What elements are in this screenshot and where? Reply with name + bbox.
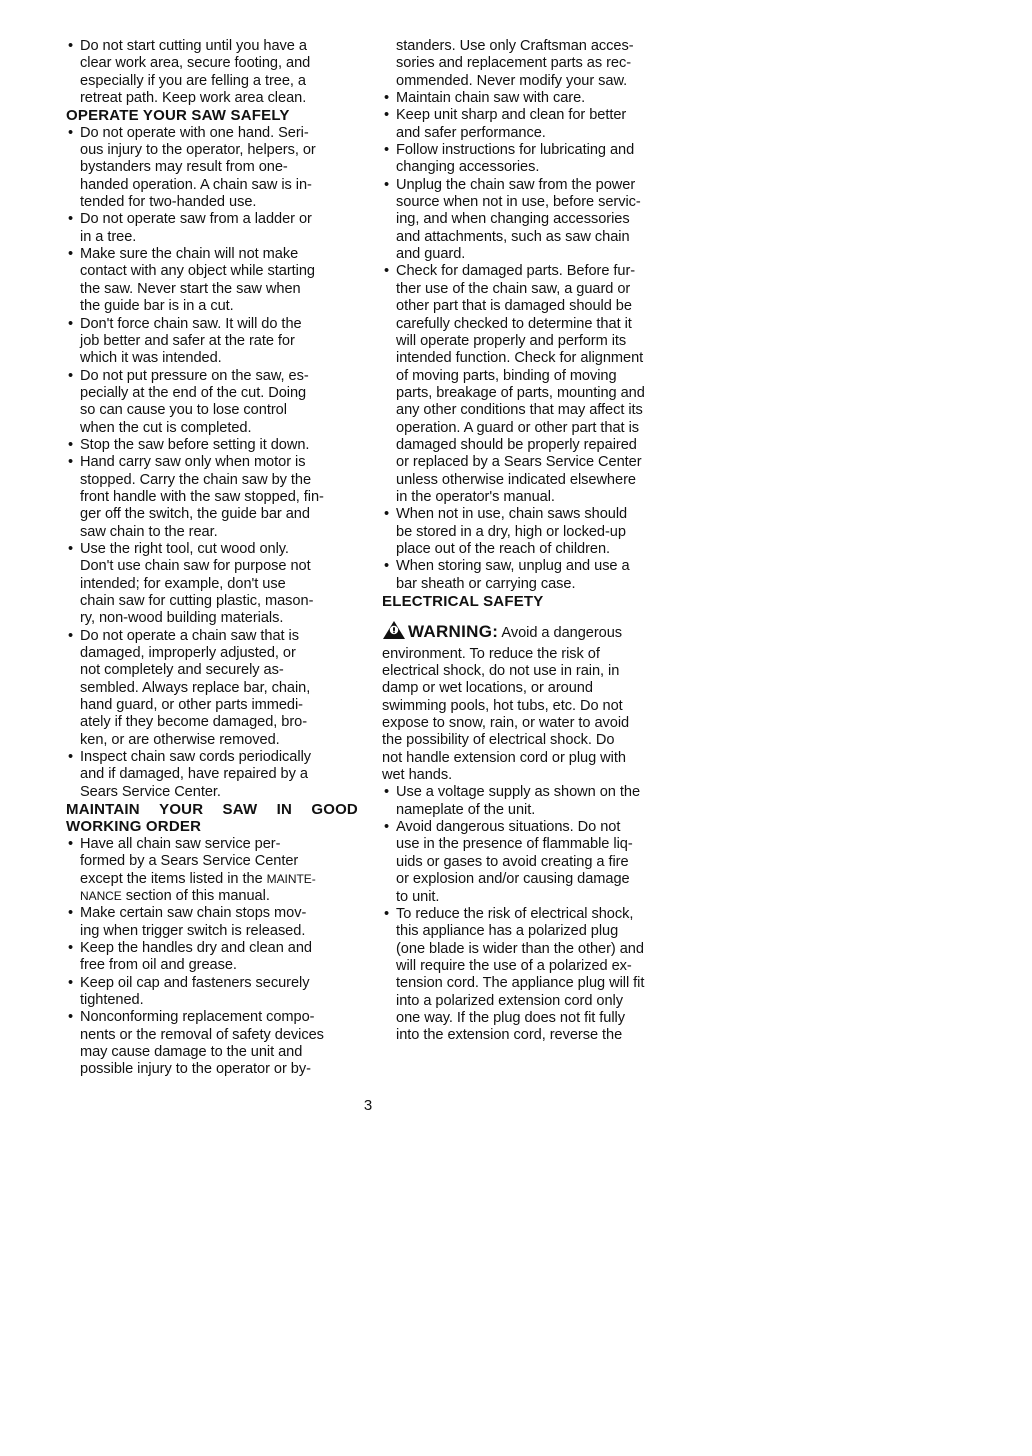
bullet-right-tool: • Use the right tool, cut wood only. Don't use chain saw for purpose not intended; for example, don't use chain saw for cutting plastic, mason- ry, non-wood building materials. xyxy=(66,541,362,628)
bullet-oil-cap: • Keep oil cap and fasteners securely tightened. xyxy=(66,975,362,1010)
heading-electrical-safety: ELECTRICAL SAFETY xyxy=(382,593,544,610)
bullet-hand-carry: • Hand carry saw only when motor is stopped. Carry the chain saw by the front handle with the saw stopped, fin- ger off the switch, the guide bar and saw chain to the rear. xyxy=(66,454,362,541)
bullet-chain-stops: • Make certain saw chain stops mov- ing when trigger switch is released. xyxy=(66,905,362,940)
page-number: 3 xyxy=(363,1097,373,1114)
bullet-damaged-saw: • Do not operate a chain saw that is damaged, improperly adjusted, or not completely and securely as- sembled. Always replace bar, chain, hand guard, or other parts immedi- ately if they become damaged, bro- ken, or are otherwise removed. xyxy=(66,628,362,749)
bullet-keep-sharp: • Keep unit sharp and clean for better and safer performance. xyxy=(382,107,682,142)
bullet-handles-dry: • Keep the handles dry and clean and free from oil and grease. xyxy=(66,940,362,975)
bullet-unplug: • Unplug the chain saw from the power source when not in use, before servic- ing, and when changing accessories and attachments, such as saw chain and guard. xyxy=(382,177,682,264)
warning-block: WARNING: Avoid a dangerous environment. To reduce the risk of electrical shock, do not use in rain, in damp or wet locations, or around swimming pools, hot tubs, etc. Do not expose to snow, rain, or water to avoid the possibility of electrical shock. Do not handle extension cord or plug with wet hands. xyxy=(382,622,630,784)
bullet-stop-saw: • Stop the saw before setting it down. xyxy=(66,437,362,454)
bullet-nonconforming: • Nonconforming replacement compo- nents or the removal of safety devices may cause damage to the unit and possible injury to the operator or by- xyxy=(66,1009,362,1078)
bullet-service: • Have all chain saw service per- formed by a Sears Service Center except the items listed in the MAINTE- NANCE section of this manual. xyxy=(66,836,362,905)
bullet-lubricating: • Follow instructions for lubricating and changing accessories. xyxy=(382,142,682,177)
bullet-inspect-cords: • Inspect chain saw cords periodically and if damaged, have repaired by a Sears Service Center. xyxy=(66,749,362,801)
continued-text: standers. Use only Craftsman acces- sories and replacement parts as rec- ommended. Never modify your saw. xyxy=(396,38,634,89)
bullet-polarized-plug: • To reduce the risk of electrical shock, this appliance has a polarized plug (one blade is wider than the other) and will require the use of a polarized ex- tension cord. The appliance plug will fit into a polarized extension cord only one way. If the plug does not fit fully into the extension cord, reverse the xyxy=(382,906,682,1045)
left-column xyxy=(66,38,362,1079)
bullet-pressure: • Do not put pressure on the saw, es- pecially at the end of the cut. Doing so can cause you to lose control when the cut is completed. xyxy=(66,368,362,437)
bullet-storing-saw: • When storing saw, unplug and use a bar sheath or carrying case. xyxy=(382,558,682,593)
bullet-chain-contact: • Make sure the chain will not make contact with any object while starting the saw. Never start the saw when the guide bar is in a cut. xyxy=(66,246,362,315)
right-column xyxy=(382,38,682,1045)
bullet-damaged-parts: • Check for damaged parts. Before fur- ther use of the chain saw, a guard or other part that is damaged should be carefully checked to determine that it will operate properly and perform its intended function. Check for alignment of moving parts, binding of moving parts, breakage of parts, mounting and any other conditions that may affect its operation. A guard or other part that is damaged should be properly repaired or replaced by a Sears Service Center unless otherwise indicated elsewhere in the operator's manual. xyxy=(382,263,682,506)
bullet-storage: • When not in use, chain saws should be stored in a dry, high or locked-up place out of the reach of children. xyxy=(382,506,682,558)
heading-working-order: WORKING ORDER xyxy=(66,818,202,836)
bullet-dont-force: • Don't force chain saw. It will do the job better and safer at the rate for which it was intended. xyxy=(66,316,362,368)
warning-triangle-icon xyxy=(382,620,406,645)
bullet-clear-work-area: • Do not start cutting until you have a clear work area, secure footing, and especially if you are felling a tree, a retreat path. Keep work area clean. xyxy=(66,38,362,107)
bullet-maintain-care: • Maintain chain saw with care. xyxy=(382,90,682,107)
bullet-ladder: • Do not operate saw from a ladder or in a tree. xyxy=(66,211,362,246)
bullet-voltage: • Use a voltage supply as shown on the nameplate of the unit. xyxy=(382,784,682,819)
bullet-one-hand: • Do not operate with one hand. Seri- ous injury to the operator, helpers, or bystanders may result from one- handed operation. A chain saw is in- tended for two-handed use. xyxy=(66,125,362,212)
warning-label: WARNING: xyxy=(408,622,499,642)
heading-maintain-saw: MAINTAIN YOUR SAW IN GOOD xyxy=(66,801,358,819)
heading-operate-safely: OPERATE YOUR SAW SAFELY xyxy=(66,107,290,125)
bullet-dangerous-situations: • Avoid dangerous situations. Do not use in the presence of flammable liq- uids or gases to avoid creating a fire or explosion and/or causing damage to unit. xyxy=(382,819,682,906)
